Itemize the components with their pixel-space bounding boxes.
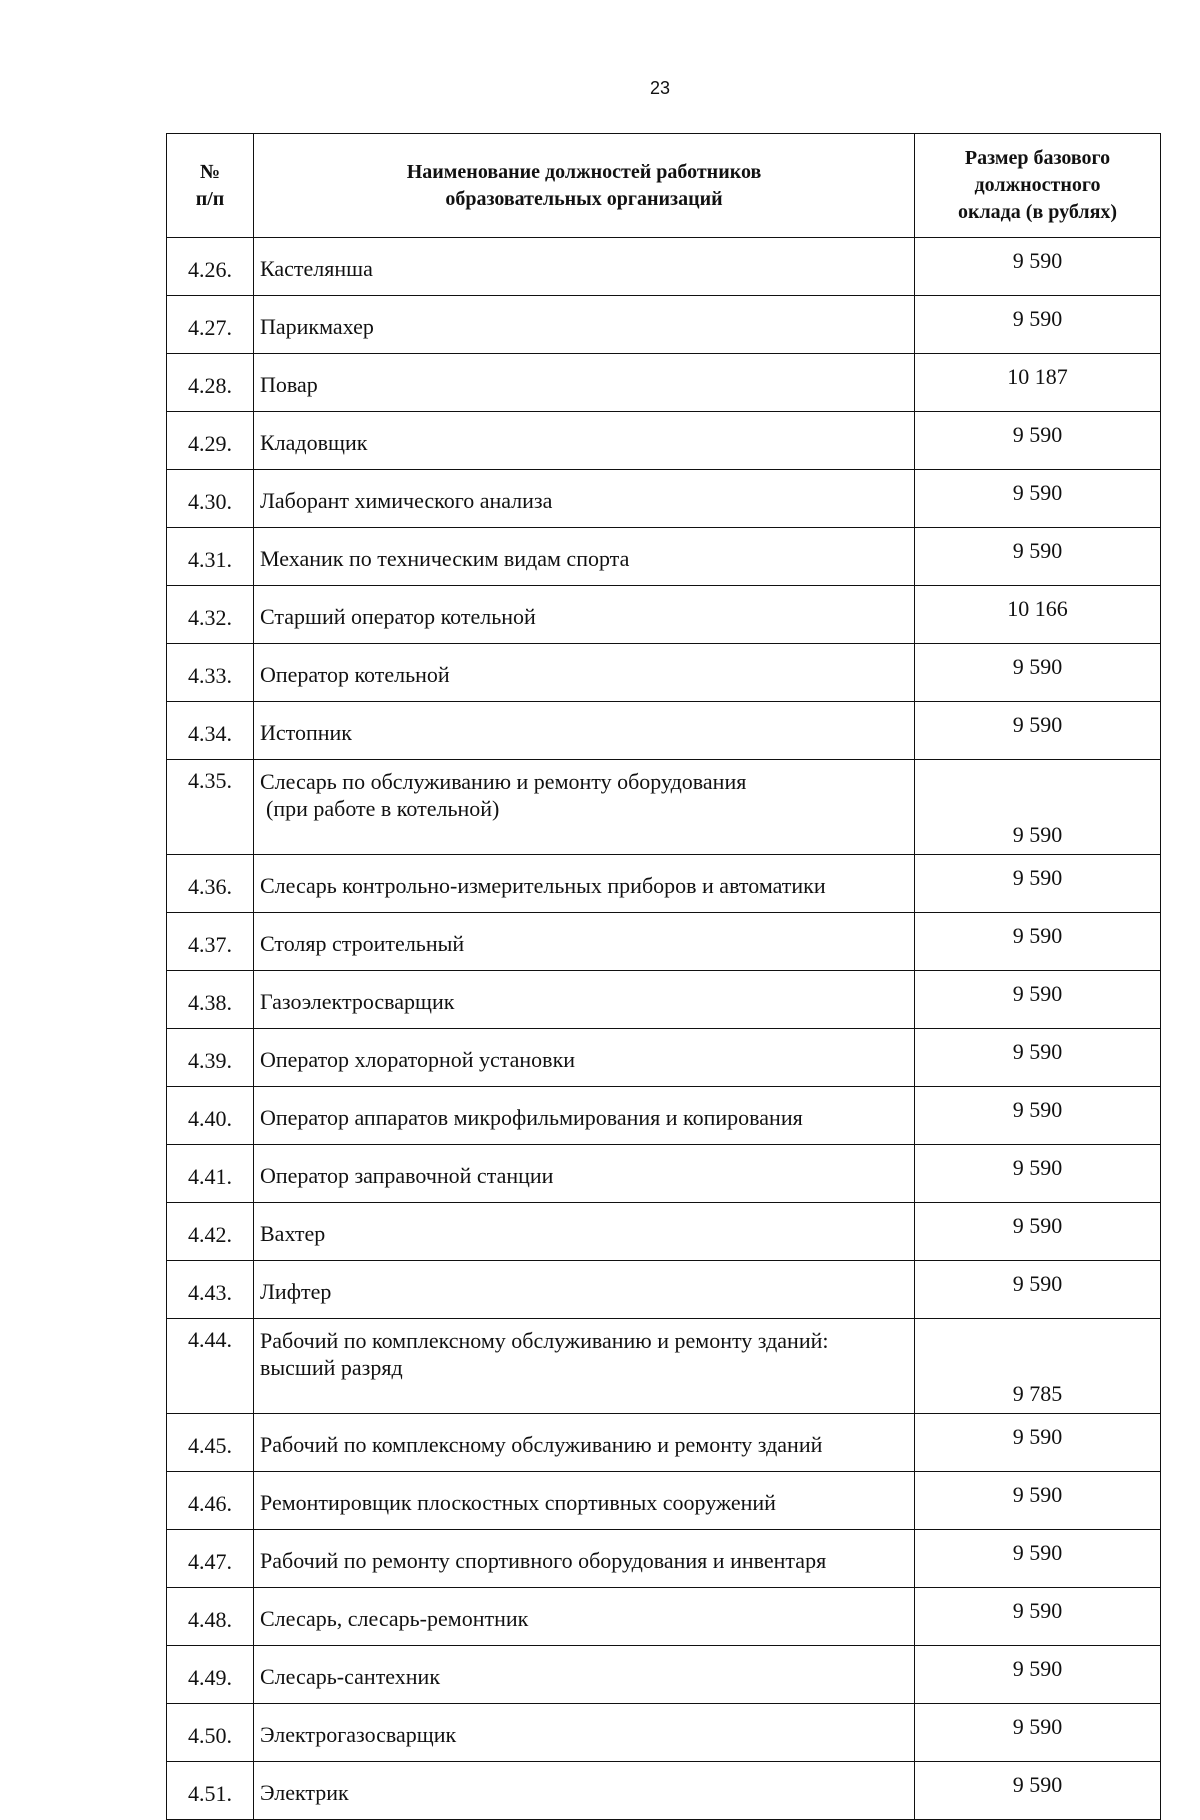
table-row	[167, 1530, 1161, 1588]
position-name	[254, 1588, 915, 1646]
table-row	[167, 1414, 1161, 1472]
base-salary: 9 590	[915, 1588, 1161, 1646]
position-name-line: высший разряд	[260, 1355, 403, 1380]
base-salary: 10 166	[915, 586, 1161, 644]
row-number: 4.47.	[167, 1530, 254, 1588]
position-name-line: Оператор котельной	[260, 662, 450, 687]
row-number: 4.31.	[167, 528, 254, 586]
base-salary: 9 590	[915, 1203, 1161, 1261]
position-name	[254, 586, 915, 644]
position-name-line: Столяр строительный	[260, 931, 465, 956]
position-name-line: Истопник	[260, 720, 352, 745]
base-salary: 9 590	[915, 1145, 1161, 1203]
row-number: 4.29.	[167, 412, 254, 470]
row-number: 4.41.	[167, 1145, 254, 1203]
table-row	[167, 1588, 1161, 1646]
base-salary: 9 590	[915, 1704, 1161, 1762]
row-number: 4.26.	[167, 238, 254, 296]
base-salary: 9 590	[915, 1029, 1161, 1087]
position-name	[254, 644, 915, 702]
base-salary: 9 590	[915, 1087, 1161, 1145]
row-number: 4.50.	[167, 1704, 254, 1762]
position-name-line: (при работе в котельной)	[266, 796, 500, 821]
position-name-line: Кастелянша	[260, 256, 373, 281]
position-name-line: Оператор хлораторной установки	[260, 1047, 576, 1072]
base-salary: 9 785	[915, 1319, 1161, 1414]
position-name-line: Слесарь по обслуживанию и ремонту оборудования	[260, 769, 747, 794]
position-name	[254, 238, 915, 296]
table-row	[167, 971, 1161, 1029]
position-name-line: Парикмахер	[260, 314, 374, 339]
position-name-line: Механик по техническим видам спорта	[260, 546, 630, 571]
position-name	[254, 1261, 915, 1319]
position-name	[254, 1087, 915, 1145]
position-name	[254, 760, 915, 855]
header-position-name: Наименование должностей работников образовательных организаций	[254, 134, 915, 238]
position-name	[254, 702, 915, 760]
base-salary: 9 590	[915, 238, 1161, 296]
position-name	[254, 1762, 915, 1820]
table-row	[167, 1646, 1161, 1704]
position-name-line: Оператор аппаратов микрофильмирования и копирования	[260, 1105, 803, 1130]
position-name-line: Газоэлектросварщик	[260, 989, 455, 1014]
table-row	[167, 1145, 1161, 1203]
base-salary: 10 187	[915, 354, 1161, 412]
position-name-line: Повар	[260, 372, 318, 397]
position-name	[254, 971, 915, 1029]
table-row	[167, 855, 1161, 913]
position-name-line: Электрогазосварщик	[260, 1722, 457, 1747]
base-salary: 9 590	[915, 1530, 1161, 1588]
row-number: 4.36.	[167, 855, 254, 913]
table-row	[167, 1472, 1161, 1530]
page-number: 23	[649, 78, 671, 98]
position-name-line: Лаборант химического анализа	[260, 488, 553, 513]
position-name	[254, 1704, 915, 1762]
table-row	[167, 702, 1161, 760]
position-name-line: Рабочий по комплексному обслуживанию и ремонту зданий	[260, 1432, 823, 1457]
base-salary: 9 590	[915, 913, 1161, 971]
position-name-line: Кладовщик	[260, 430, 368, 455]
position-name	[254, 913, 915, 971]
row-number: 4.40.	[167, 1087, 254, 1145]
row-number: 4.44.	[167, 1319, 254, 1414]
position-name	[254, 412, 915, 470]
position-name-line: Электрик	[260, 1780, 349, 1805]
base-salary: 9 590	[915, 760, 1161, 855]
position-name-line: Ремонтировщик плоскостных спортивных сооружений	[260, 1490, 776, 1515]
table-header-row	[167, 134, 1161, 238]
base-salary: 9 590	[915, 644, 1161, 702]
table-row	[167, 1762, 1161, 1820]
row-number: 4.37.	[167, 913, 254, 971]
base-salary: 9 590	[915, 528, 1161, 586]
position-name	[254, 354, 915, 412]
position-name	[254, 1319, 915, 1414]
row-number: 4.51.	[167, 1762, 254, 1820]
header-num: № п/п	[167, 134, 254, 238]
base-salary: 9 590	[915, 1472, 1161, 1530]
table-row	[167, 760, 1161, 855]
table-row	[167, 644, 1161, 702]
row-number: 4.45.	[167, 1414, 254, 1472]
table-row	[167, 1029, 1161, 1087]
row-number: 4.35.	[167, 760, 254, 855]
position-name-line: Старший оператор котельной	[260, 604, 536, 629]
row-number: 4.32.	[167, 586, 254, 644]
position-name	[254, 1414, 915, 1472]
position-name-line: Рабочий по ремонту спортивного оборудования и инвентаря	[260, 1548, 827, 1573]
position-name	[254, 1029, 915, 1087]
position-name-line: Слесарь-сантехник	[260, 1664, 441, 1689]
row-number: 4.43.	[167, 1261, 254, 1319]
table-row	[167, 1704, 1161, 1762]
row-number: 4.34.	[167, 702, 254, 760]
row-number: 4.30.	[167, 470, 254, 528]
header-salary: Размер базового должностного оклада (в рублях)	[915, 134, 1161, 238]
row-number: 4.38.	[167, 971, 254, 1029]
row-number: 4.27.	[167, 296, 254, 354]
table-row	[167, 528, 1161, 586]
row-number: 4.39.	[167, 1029, 254, 1087]
table-row	[167, 1203, 1161, 1261]
base-salary: 9 590	[915, 412, 1161, 470]
table-row	[167, 470, 1161, 528]
position-name	[254, 528, 915, 586]
position-name-line: Рабочий по комплексному обслуживанию и ремонту зданий:	[260, 1328, 829, 1353]
position-name-line: Вахтер	[260, 1221, 326, 1246]
position-name-line: Лифтер	[260, 1279, 332, 1304]
base-salary: 9 590	[915, 702, 1161, 760]
row-number: 4.33.	[167, 644, 254, 702]
position-name	[254, 1646, 915, 1704]
position-name-line: Слесарь, слесарь-ремонтник	[260, 1606, 529, 1631]
row-number: 4.49.	[167, 1646, 254, 1704]
table-row	[167, 296, 1161, 354]
table-row	[167, 1261, 1161, 1319]
salary-table	[166, 133, 1161, 1820]
position-name	[254, 296, 915, 354]
table-row	[167, 1087, 1161, 1145]
position-name	[254, 855, 915, 913]
table-body	[167, 238, 1161, 1820]
table-row	[167, 913, 1161, 971]
position-name	[254, 1203, 915, 1261]
table-row	[167, 238, 1161, 296]
base-salary: 9 590	[915, 1646, 1161, 1704]
base-salary: 9 590	[915, 1414, 1161, 1472]
position-name-line: Оператор заправочной станции	[260, 1163, 554, 1188]
base-salary: 9 590	[915, 855, 1161, 913]
row-number: 4.28.	[167, 354, 254, 412]
base-salary: 9 590	[915, 971, 1161, 1029]
base-salary: 9 590	[915, 1762, 1161, 1820]
row-number: 4.42.	[167, 1203, 254, 1261]
row-number: 4.48.	[167, 1588, 254, 1646]
position-name	[254, 1530, 915, 1588]
table-row	[167, 586, 1161, 644]
position-name	[254, 1145, 915, 1203]
base-salary: 9 590	[915, 470, 1161, 528]
position-name	[254, 1472, 915, 1530]
table-row	[167, 354, 1161, 412]
base-salary: 9 590	[915, 296, 1161, 354]
position-name-line: Слесарь контрольно-измерительных приборов и автоматики	[260, 873, 826, 898]
table-row	[167, 412, 1161, 470]
row-number: 4.46.	[167, 1472, 254, 1530]
position-name	[254, 470, 915, 528]
base-salary: 9 590	[915, 1261, 1161, 1319]
table-row	[167, 1319, 1161, 1414]
